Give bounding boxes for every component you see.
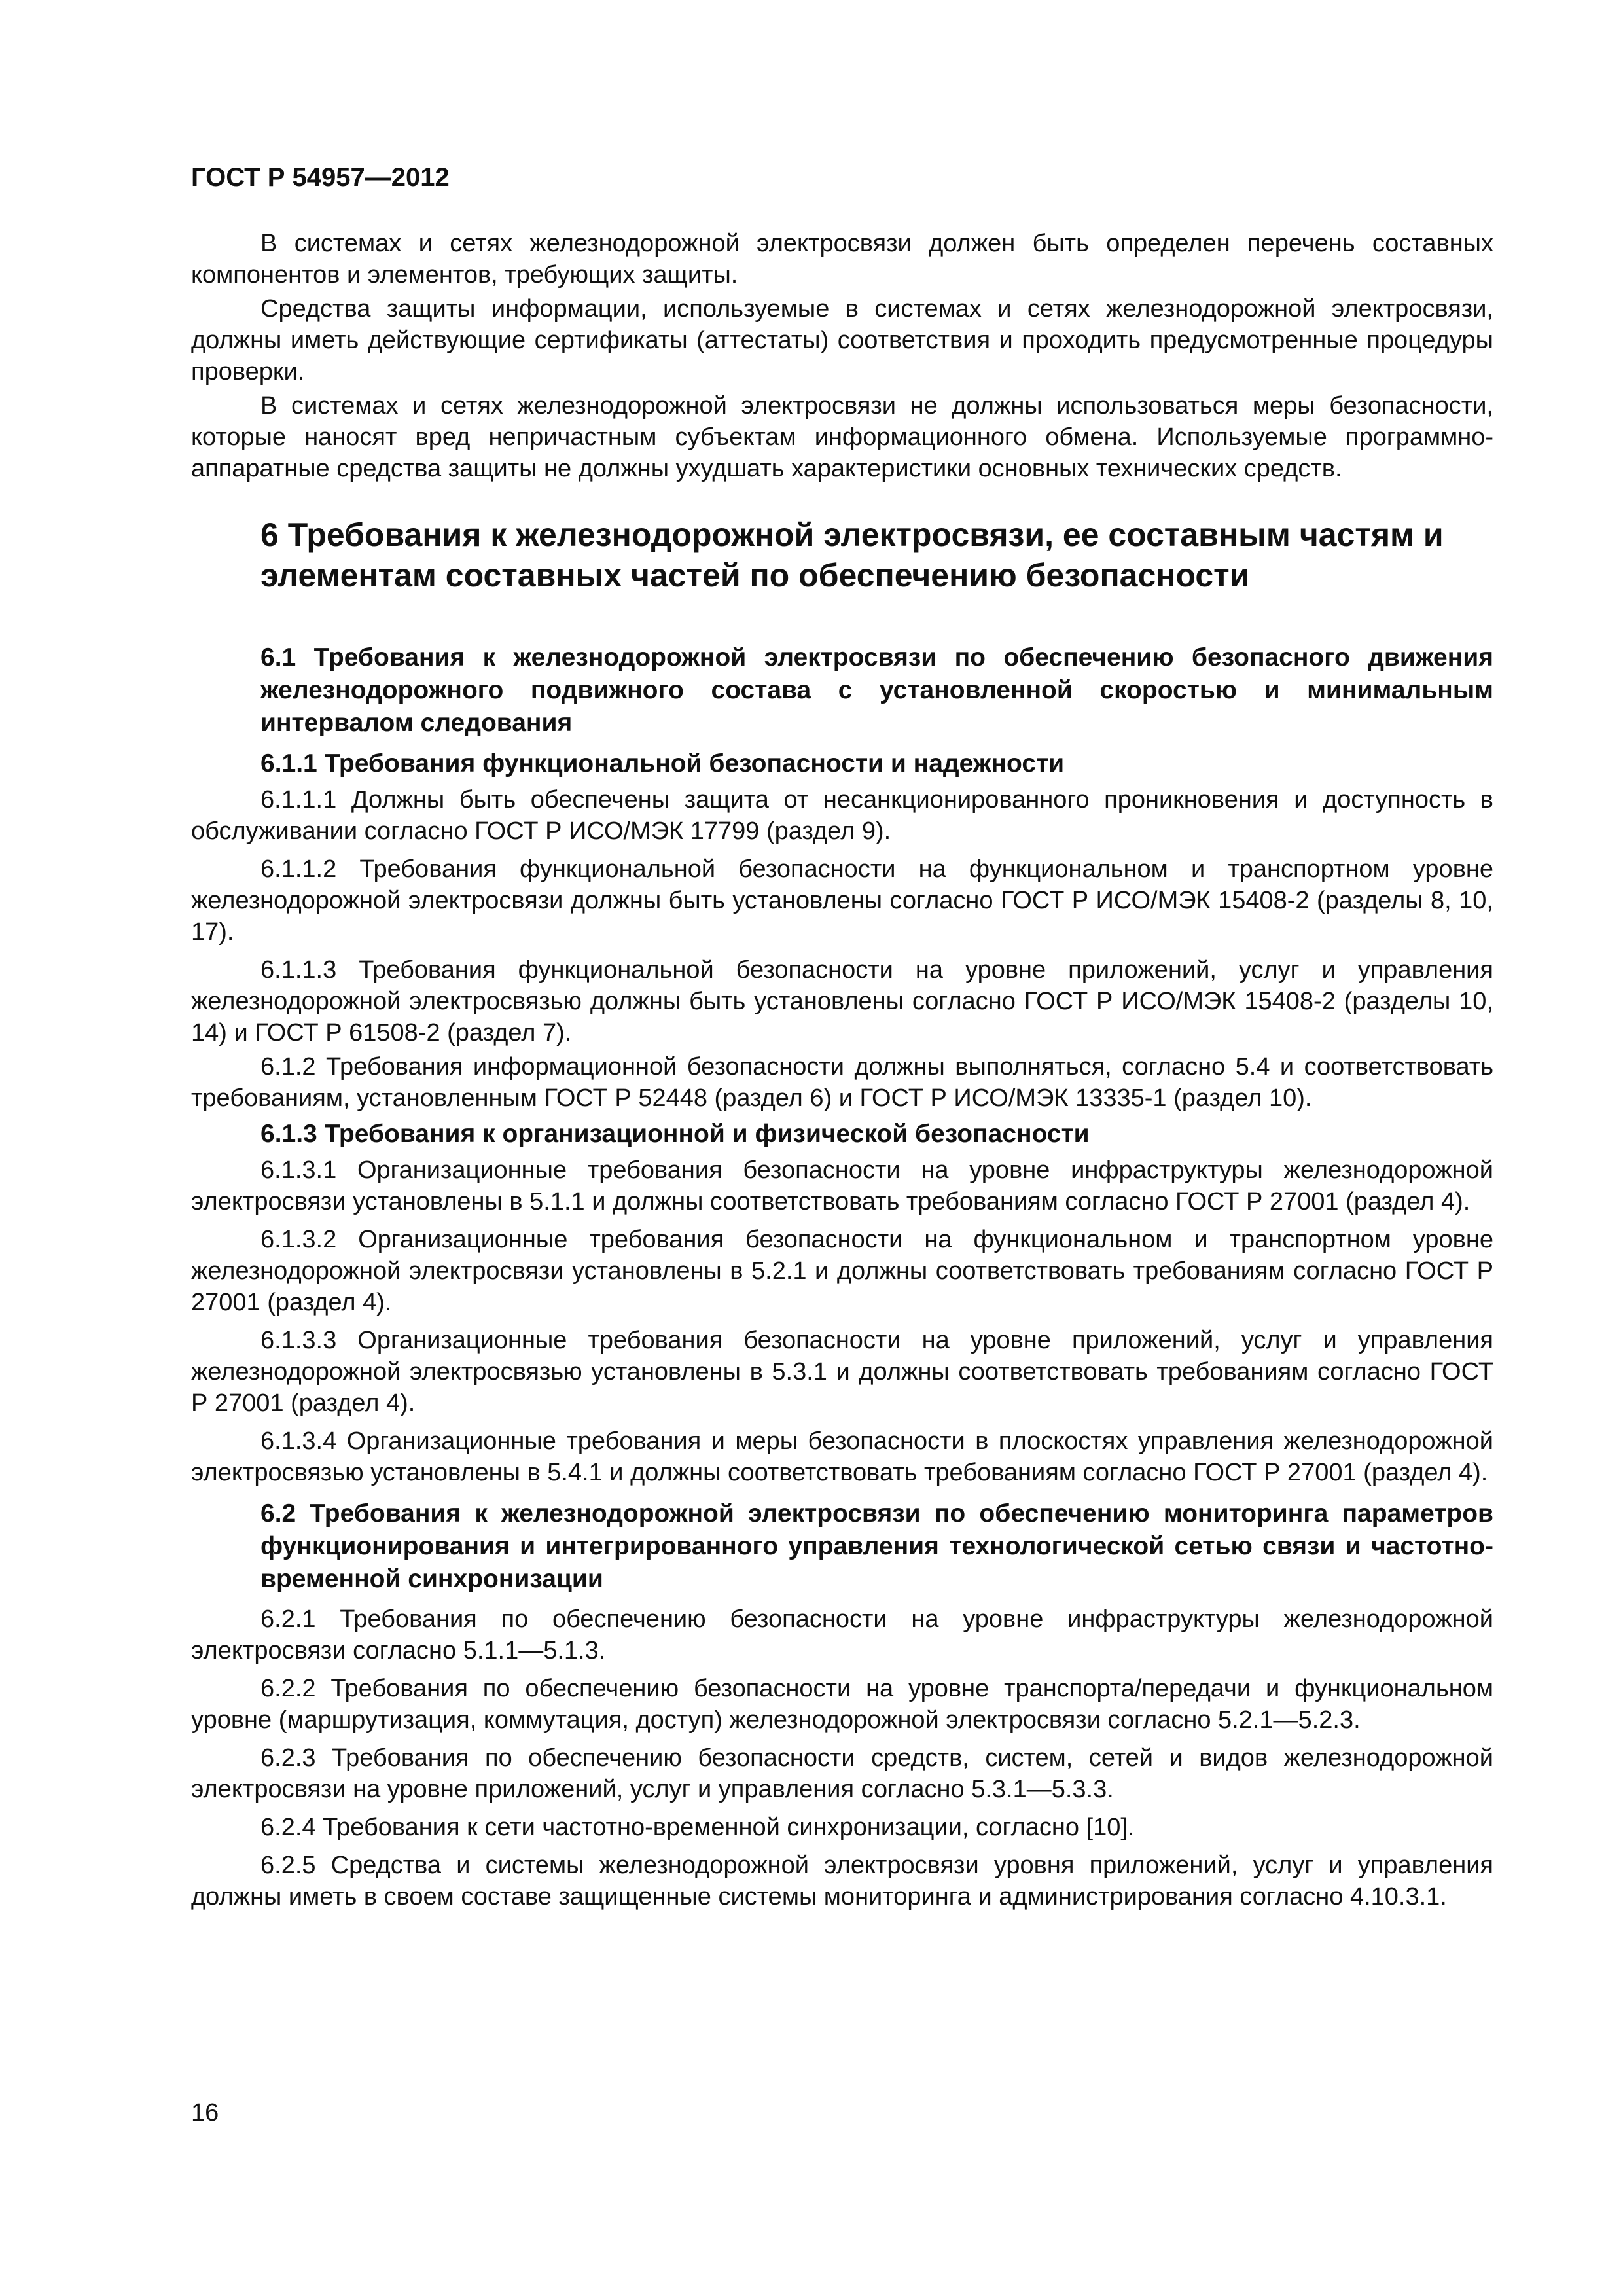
paragraph-6-2-4: 6.2.4 Требования к сети частотно-временной синхронизации, согласно [10]. (260, 1814, 1135, 1841)
paragraph-6-2-5: 6.2.5 Средства и системы железнодорожной электросвязи уровня приложений, услуг и управления должны иметь в своем составе защищенные системы мониторинга и администрирования согласно 4.10.3.1. (191, 1852, 1493, 1910)
intro-paragraph-1: В системах и сетях железнодорожной электросвязи должен быть определен перечень составных компонентов и элементов, требующих защиты. (191, 230, 1493, 289)
page-content (191, 228, 1493, 1915)
section-6-1-3-heading: 6.1.3 Требования к организационной и физической безопасности (260, 1120, 1090, 1148)
paragraph-6-2-1: 6.2.1 Требования по обеспечению безопасности на уровне инфраструктуры железнодорожной электросвязи согласно 5.1.1—5.1.3. (191, 1605, 1493, 1664)
intro-paragraph-2: Средства защиты информации, используемые в системах и сетях железнодорожной электросвязи, должны иметь действующие сертификаты (аттестаты) соответствия и проходить предусмотренные процедуры проверки. (191, 295, 1493, 386)
paragraph-6-1-3-1: 6.1.3.1 Организационные требования безопасности на уровне инфраструктуры железнодорожной электросвязи установлены в 5.1.1 и должны соответствовать требованиям согласно ГОСТ Р 27001 (раздел 4). (191, 1157, 1493, 1215)
paragraph-6-1-1-2: 6.1.1.2 Требования функциональной безопасности на функциональном и транспортном уровне железнодорожной электросвязи должны быть установлены согласно ГОСТ Р ИСО/МЭК 15408-2 (разделы 8, 10, 17). (191, 855, 1493, 946)
paragraph-6-1-3-3: 6.1.3.3 Организационные требования безопасности на уровне приложений, услуг и управления железнодорожной электросвязью установлены в 5.3.1 и должны соответствовать требованиям согласно ГОСТ Р 27001 (раздел 4). (191, 1327, 1493, 1417)
paragraph-6-1-3-4: 6.1.3.4 Организационные требования и меры безопасности в плоскостях управления железнодорожной электросвязью установлены в 5.4.1 и должны соответствовать требованиям согласно ГОСТ Р 27001 (раздел 4). (191, 1427, 1493, 1486)
paragraph-6-1-3-2: 6.1.3.2 Организационные требования безопасности на функциональном и транспортном уровне железнодорожной электросвязи установлены в 5.2.1 и должны соответствовать требованиям согласно ГОСТ Р 27001 (раздел 4). (191, 1226, 1493, 1316)
page-number: 16 (191, 2099, 219, 2126)
paragraph-6-1-1-3: 6.1.1.3 Требования функциональной безопасности на уровне приложений, услуг и управления железнодорожной электросвязью должны быть установлены согласно ГОСТ Р ИСО/МЭК 15408-2 (разделы 10, 14) и ГОСТ Р 61508-2 (раздел 7). (191, 956, 1493, 1047)
section-6-2-heading: 6.2 Требования к железнодорожной электросвязи по обеспечению мониторинга параметров функционирования и интегрированного управления технологической сетью связи и частотно-временной синхронизации (260, 1499, 1493, 1593)
section-6-1-heading: 6.1 Требования к железнодорожной электросвязи по обеспечению безопасного движения железнодорожного подвижного состава с установленной скоростью и минимальным интервалом следования (260, 643, 1493, 737)
section-6-heading: 6 Требования к железнодорожной электросвязи, ее составным частям и элементам составных частей по обеспечению безопасности (260, 516, 1444, 594)
paragraph-6-2-2: 6.2.2 Требования по обеспечению безопасности на уровне транспорта/передачи и функциональном уровне (маршрутизация, коммутация, доступ) железнодорожной электросвязи согласно 5.2.1—5.2.3. (191, 1675, 1493, 1734)
paragraph-6-1-1-1: 6.1.1.1 Должны быть обеспечены защита от несанкционированного проникновения и доступность в обслуживании согласно ГОСТ Р ИСО/МЭК 17799 (раздел 9). (191, 786, 1493, 845)
paragraph-6-1-2: 6.1.2 Требования информационной безопасности должны выполняться, согласно 5.4 и соответствовать требованиям, установленным ГОСТ Р 52448 (раздел 6) и ГОСТ Р ИСО/МЭК 13335-1 (раздел 10). (191, 1053, 1493, 1112)
document-code-header: ГОСТ Р 54957—2012 (191, 163, 450, 192)
intro-paragraph-3: В системах и сетях железнодорожной электросвязи не должны использоваться меры безопасности, которые наносят вред непричастным субъектам информационного обмена. Используемые программно-аппаратные средства защиты не должны ухудшать характеристики основных технических средств. (191, 392, 1493, 482)
section-6-1-1-heading: 6.1.1 Требования функциональной безопасности и надежности (260, 749, 1065, 778)
paragraph-6-2-3: 6.2.3 Требования по обеспечению безопасности средств, систем, сетей и видов железнодорожной электросвязи на уровне приложений, услуг и управления согласно 5.3.1—5.3.3. (191, 1744, 1493, 1803)
